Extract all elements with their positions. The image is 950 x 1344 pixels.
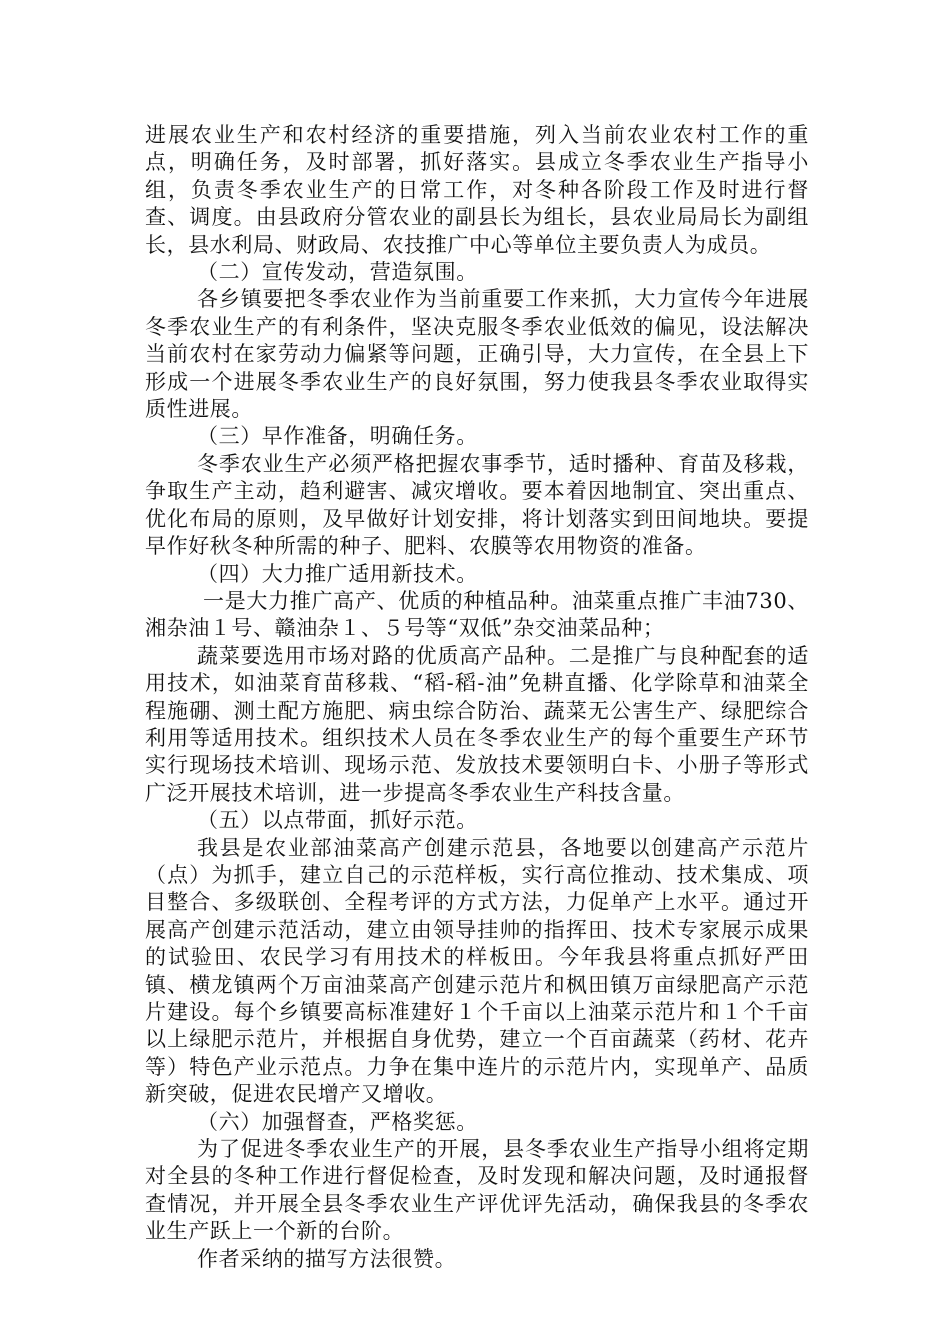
paragraph-supervision: 为了促进冬季农业生产的开展，县冬季农业生产指导小组将定期对全县的冬种工作进行督促检查，及时发现和解决问题，及时通报督查情况，并开展全县冬季农业生产评优评先活动，确保我县的冬季农业生产跃上一个新的台阶。	[145, 1137, 809, 1244]
section-heading-2: （二）宣传发动，营造氛围。	[197, 260, 478, 285]
paragraph-closing-remark: 作者采纳的描写方法很赞。	[197, 1246, 457, 1271]
section-heading-4: （四）大力推广适用新技术。	[197, 561, 478, 586]
section-heading-6: （六）加强督查，严格奖惩。	[197, 1109, 478, 1134]
paragraph-techniques: 蔬菜要选用市场对路的优质高产品种。二是推广与良种配套的适用技术，如油菜育苗移栽、“稻-稻-油”免耕直播、化学除草和油菜全程施硼、测土配方施肥、病虫综合防治、蔬菜无公害生产、绿肥综合利用等适用技术。组织技术人员在冬季农业生产的每个重要生产环节实行现场技术培训、现场示范、发放技术要领明白卡、小册子等形式广泛开展技术培训，进一步提高冬季农业生产科技含量。	[145, 643, 809, 805]
paragraph-varieties: 一是大力推广高产、优质的种植品种。油菜重点推广丰油730、湘杂油１号、赣油杂１、５号等“双低”杂交油菜品种；	[145, 588, 809, 641]
paragraph-preparation: 冬季农业生产必须严格把握农事季节，适时播种、育苗及移栽，争取生产主动，趋利避害、减灾增收。要本着因地制宜、突出重点、优化布局的原则，及早做好计划安排，将计划落实到田间地块。要提早作好秋冬种所需的种子、肥料、农膜等农用物资的准备。	[145, 451, 809, 559]
paragraph-intro-continuation: 进展农业生产和农村经济的重要措施，列入当前农业农村工作的重点，明确任务，及时部署，抓好落实。县成立冬季农业生产指导小组，负责冬季农业生产的日常工作，对冬种各阶段工作及时进行督查、调度。由县政府分管农业的副县长为组长，县农业局局长为副组长，县水利局、财政局、农技推广中心等单位主要负责人为成员。	[145, 123, 809, 257]
document-page	[145, 122, 809, 1273]
section-heading-5: （五）以点带面，抓好示范。	[197, 808, 478, 833]
section-heading-3: （三）早作准备，明确任务。	[197, 424, 478, 449]
paragraph-demonstration: 我县是农业部油菜高产创建示范县，各地要以创建高产示范片（点）为抓手，建立自己的示范样板，实行高位推动、技术集成、项目整合、多级联创、全程考评的方式方法，力促单产上水平。通过开展高产创建示范活动，建立由领导挂帅的指挥田、技术专家展示成果的试验田、农民学习有用技术的样板田。今年我县将重点抓好严田镇、横龙镇两个万亩油菜高产创建示范片和枫田镇万亩绿肥高产示范片建设。每个乡镇要高标准建好１个千亩以上油菜示范片和１个千亩以上绿肥示范片，并根据自身优势，建立一个百亩蔬菜（药材、花卉等）特色产业示范点。力争在集中连片的示范片内，实现单产、品质新突破，促进农民增产又增收。	[145, 835, 809, 1107]
paragraph-publicity: 各乡镇要把冬季农业作为当前重要工作来抓，大力宣传今年进展冬季农业生产的有利条件，坚决克服冬季农业低效的偏见，设法解决当前农村在家劳动力偏紧等问题，正确引导，大力宣传，在全县上下形成一个进展冬季农业生产的良好氛围，努力使我县冬季农业取得实质性进展。	[145, 287, 809, 422]
